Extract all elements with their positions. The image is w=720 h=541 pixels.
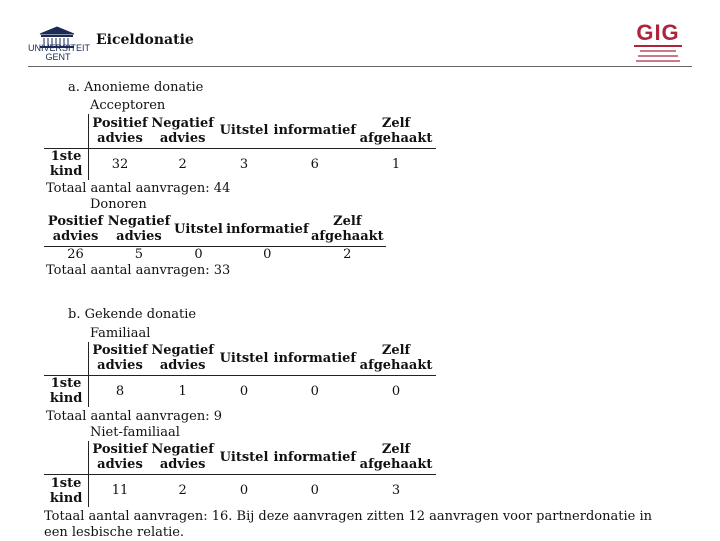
acceptoren-subtitle: Acceptoren [90,98,166,113]
cell-value: 11 [89,474,151,507]
header-zelf-afgehaakt: Zelf afgehaakt [356,441,436,474]
row-label: 1ste kind [49,149,83,180]
header-informatief: informatief [274,342,357,375]
header-informatief: informatief [274,441,357,474]
cell-value: 1 [178,383,187,399]
cell-value: 8 [89,375,151,407]
cell-value: 0 [194,247,203,263]
section-b-title: b. Gekende donatie [68,307,197,322]
cell-value: 0 [391,383,401,399]
cell-value: 32 [89,148,151,180]
cell-value: 0 [310,483,319,499]
familiaal-table [44,342,436,407]
header-positief-advies: Positief advies [44,213,107,246]
header-negatief-advies: Negatief advies [151,442,214,473]
universiteit-gent-label: UNIVERSITEIT GENT [28,43,91,62]
header-positief-advies: Positief advies [89,114,151,148]
header-positief-advies: Positief advies [89,441,151,474]
acceptoren-table [44,114,436,180]
cell-value: 0 [263,247,272,263]
header-informatief: informatief [226,213,309,246]
header-negatief-advies: Negatief advies [151,114,215,148]
cell-value: 0 [239,483,249,499]
header-negatief-advies: Negatief advies [107,214,171,245]
cell-value: 2 [343,247,352,263]
header-uitstel: Uitstel [214,441,273,474]
cell-value: 3 [239,156,249,172]
gig-logo [630,14,686,64]
niet-familiaal-total: Totaal aantal aanvragen: 16. Bij deze aanvragen zitten 12 aanvragen voor partnerdonatie in een lesbische relatie. [44,509,652,540]
header-uitstel: Uitstel [214,342,273,375]
header-positief-advies: Positief advies [89,342,151,375]
header-informatief: informatief [274,114,357,148]
row-label: 1ste kind [49,475,83,506]
familiaal-total: Totaal aantal aanvragen: 9 [46,409,222,424]
header-negatief-advies: Negatief advies [151,343,214,374]
cell-value: 0 [239,383,249,399]
acceptoren-total: Totaal aantal aanvragen: 44 [46,181,231,196]
familiaal-subtitle: Familiaal [90,326,151,341]
cell-value: 3 [391,483,401,499]
page-title: Eiceldonatie [96,32,194,48]
cell-value: 1 [391,156,401,172]
header-divider [28,66,692,67]
donoren-table [44,213,386,263]
niet-familiaal-table [44,441,436,507]
cell-value: 2 [178,156,187,172]
cell-value: 26 [67,247,84,263]
header-zelf-afgehaakt: Zelf afgehaakt [356,114,436,148]
niet-familiaal-subtitle: Niet-familiaal [90,425,180,440]
cell-value: 6 [310,156,319,172]
header-uitstel: Uitstel [214,114,273,148]
donoren-subtitle: Donoren [90,197,147,212]
cell-value: 2 [178,483,187,499]
row-label: 1ste kind [49,376,83,407]
gig-logo-text: GIG [636,20,680,45]
header-zelf-afgehaakt: Zelf afgehaakt [356,342,436,375]
cell-value: 0 [310,383,319,399]
donoren-total: Totaal aantal aanvragen: 33 [46,263,231,278]
header-zelf-afgehaakt: Zelf afgehaakt [309,213,386,246]
section-a-title: a. Anonieme donatie [68,80,204,95]
header-uitstel: Uitstel [171,213,226,246]
cell-value: 5 [134,247,144,263]
